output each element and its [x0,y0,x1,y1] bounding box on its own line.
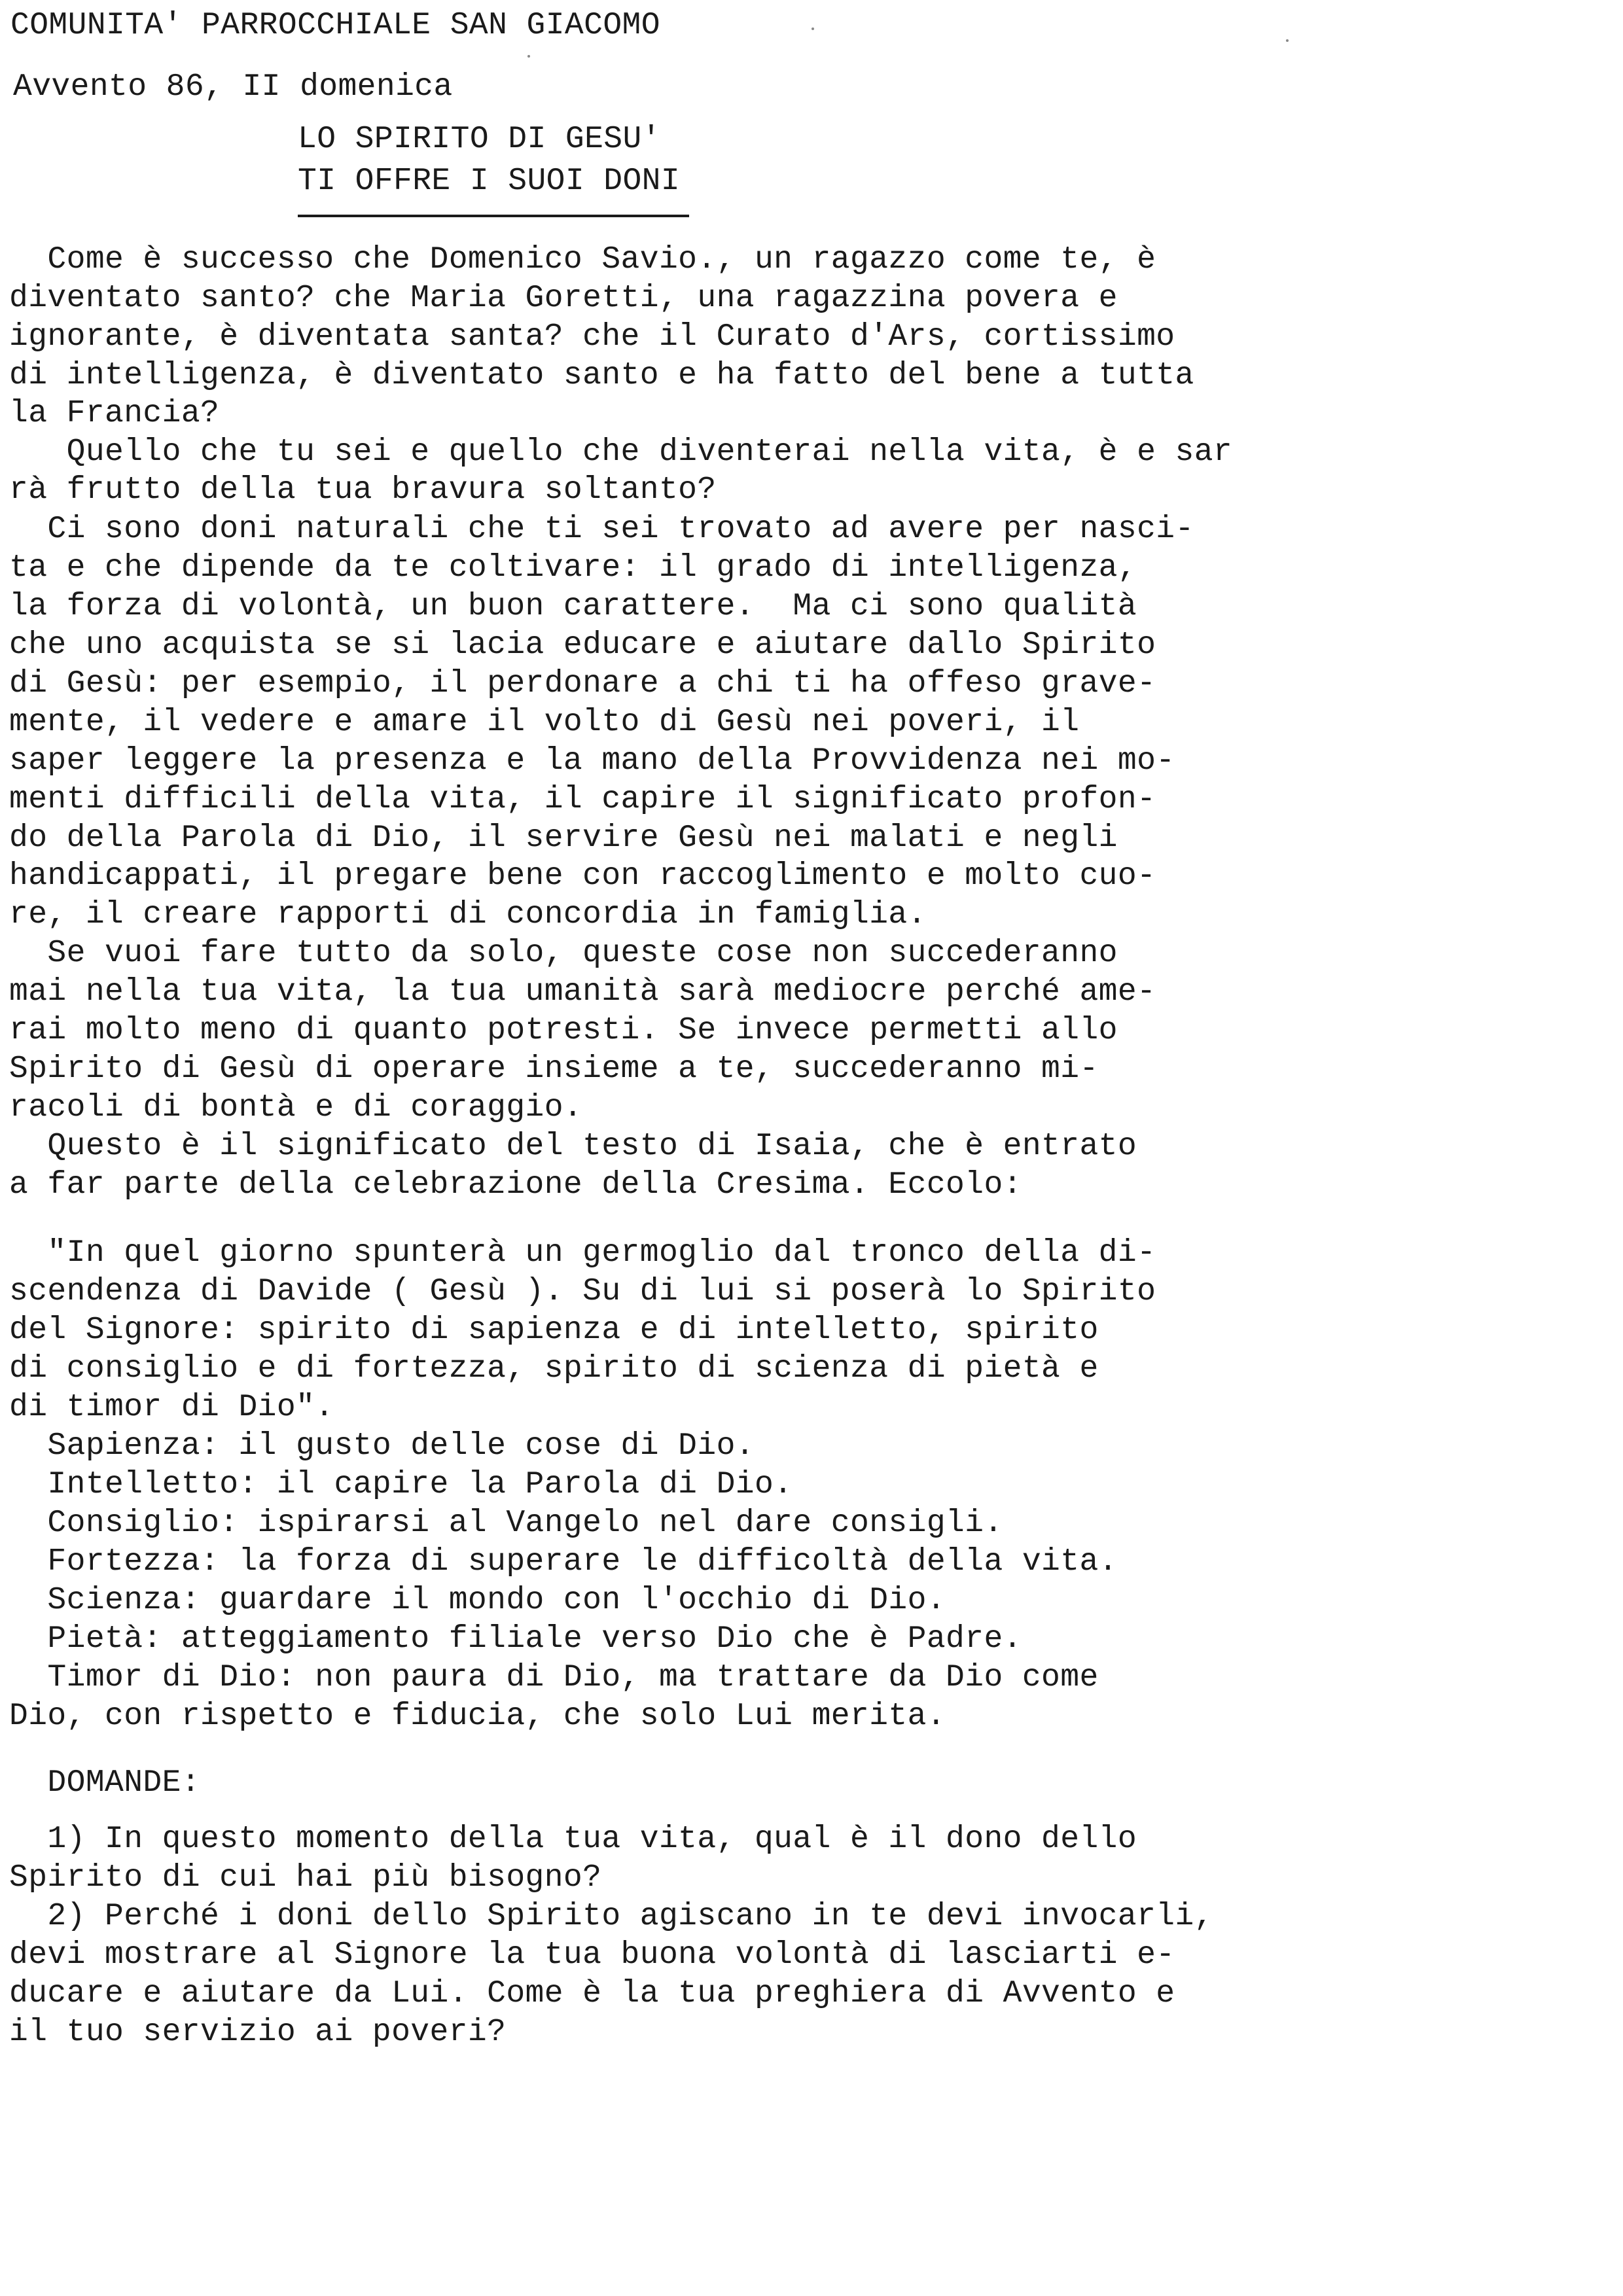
quote-line: di timor di Dio". [9,1390,334,1425]
body-line: Spirito di Gesù di operare insieme a te, succederanno mi- [9,1051,1099,1087]
title-line-2: TI OFFRE I SUOI DONI [298,164,681,199]
scan-speck [1286,39,1289,42]
parish-header: COMUNITA' PARROCCHIALE SAN GIACOMO [10,8,660,43]
title-line-1: LO SPIRITO DI GESU' [298,122,661,157]
body-line: racoli di bontà e di coraggio. [9,1090,583,1125]
gift-line: Consiglio: ispirarsi al Vangelo nel dare consigli. [9,1506,1003,1541]
title-underline [298,215,689,217]
body-line: Ci sono doni naturali che ti sei trovato ad avere per nasci- [9,512,1194,547]
body-line: Quello che tu sei e quello che diventerai nella vita, è e sar [9,434,1233,470]
body-line: rà frutto della tua bravura soltanto? [9,472,717,508]
quote-line: scendenza di Davide ( Gesù ). Su di lui si poserà lo Spirito [9,1274,1156,1309]
body-line: di Gesù: per esempio, il perdonare a chi ti ha offeso grave- [9,666,1156,701]
gift-line: Sapienza: il gusto delle cose di Dio. [9,1428,755,1464]
body-line: diventato santo? che Maria Goretti, una ragazzina povera e [9,281,1118,316]
body-line: mai nella tua vita, la tua umanità sarà mediocre perché ame- [9,974,1156,1010]
gift-line: Scienza: guardare il mondo con l'occhio di Dio. [9,1583,946,1618]
question-line: Spirito di cui hai più bisogno? [9,1860,602,1896]
gift-line: Pietà: atteggiamento filiale verso Dio che è Padre. [9,1621,1022,1657]
body-line: do della Parola di Dio, il servire Gesù nei malati e negli [9,821,1118,856]
body-line: ta e che dipende da te coltivare: il grado di intelligenza, [9,550,1137,586]
gift-line: Dio, con rispetto e fiducia, che solo Lui merita. [9,1699,946,1734]
body-line: a far parte della celebrazione della Cresima. Eccolo: [9,1167,1022,1203]
questions-heading: DOMANDE: [9,1765,201,1801]
gift-line: Intelletto: il capire la Parola di Dio. [9,1467,793,1502]
gift-line: Timor di Dio: non paura di Dio, ma trattare da Dio come [9,1660,1099,1695]
scan-speck [527,55,530,58]
quote-line: "In quel giorno spunterà un germoglio dal tronco della di- [9,1235,1156,1271]
body-line: ignorante, è diventata santa? che il Curato d'Ars, cortissimo [9,319,1175,355]
body-line: Questo è il significato del testo di Isaia, che è entrato [9,1129,1137,1164]
question-line: ducare e aiutare da Lui. Come è la tua preghiera di Avvento e [9,1976,1175,2011]
gift-line: Fortezza: la forza di superare le difficoltà della vita. [9,1544,1118,1580]
question-line: devi mostrare al Signore la tua buona volontà di lasciarti e- [9,1937,1175,1973]
quote-line: di consiglio e di fortezza, spirito di scienza di pietà e [9,1351,1099,1386]
body-line: re, il creare rapporti di concordia in famiglia. [9,897,927,932]
body-line: di intelligenza, è diventato santo e ha fatto del bene a tutta [9,358,1194,393]
scan-speck [812,27,814,30]
body-line: mente, il vedere e amare il volto di Gesù nei poveri, il [9,705,1080,740]
occasion-line: Avvento 86, II domenica [13,69,453,105]
body-line: la forza di volontà, un buon carattere. Ma ci sono qualità [9,589,1137,624]
quote-line: del Signore: spirito di sapienza e di intelletto, spirito [9,1313,1099,1348]
question-line: il tuo servizio ai poveri? [9,2015,507,2050]
question-line: 2) Perché i doni dello Spirito agiscano in te devi invocarli, [9,1899,1213,1934]
body-line: Se vuoi fare tutto da solo, queste cose non succederanno [9,936,1118,971]
body-line: handicappati, il pregare bene con raccoglimento e molto cuo- [9,858,1156,894]
body-line: menti difficili della vita, il capire il significato profon- [9,782,1156,817]
body-line: la Francia? [9,396,220,431]
body-line: rai molto meno di quanto potresti. Se invece permetti allo [9,1013,1118,1048]
body-line: che uno acquista se si lacia educare e aiutare dallo Spirito [9,627,1156,663]
body-line: Come è successo che Domenico Savio., un ragazzo come te, è [9,242,1156,277]
question-line: 1) In questo momento della tua vita, qual è il dono dello [9,1822,1137,1857]
body-line: saper leggere la presenza e la mano della Provvidenza nei mo- [9,743,1175,779]
